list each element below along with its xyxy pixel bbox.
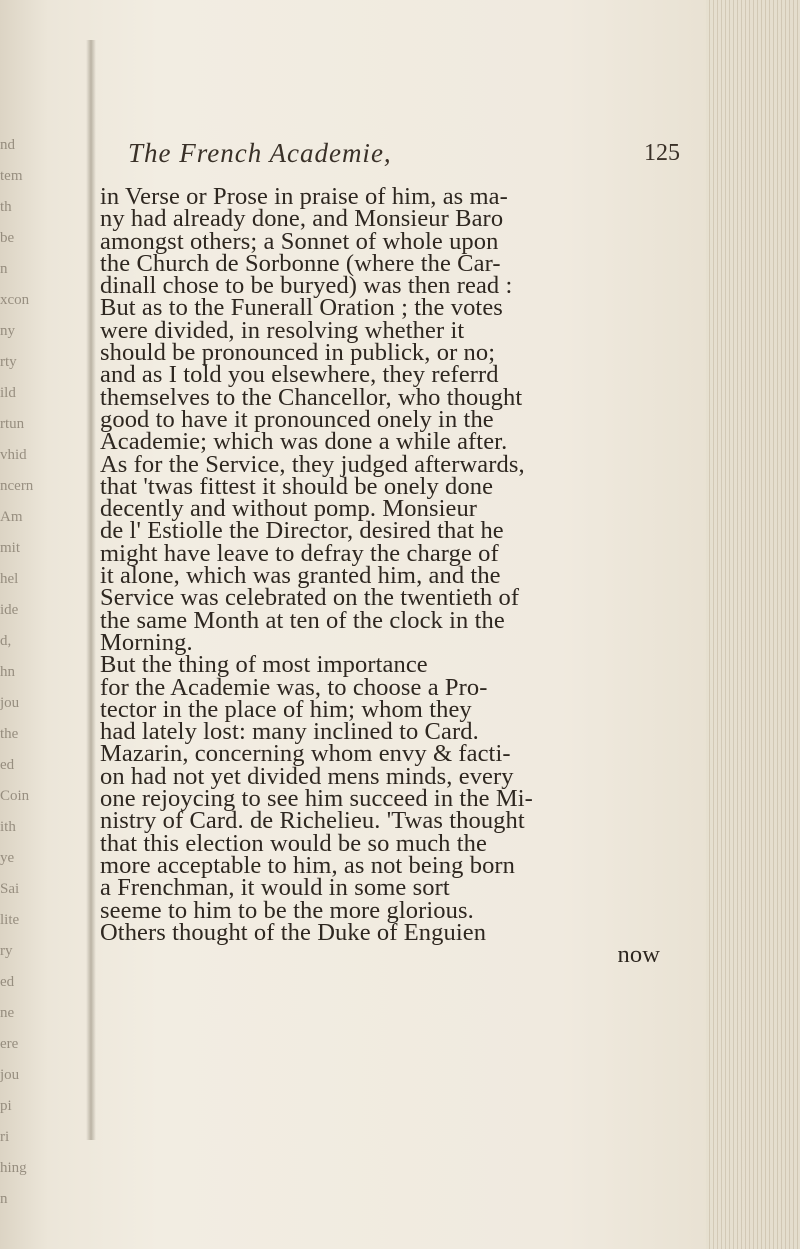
text-line: Service was celebrated on the twentieth of bbox=[100, 584, 520, 612]
bleed-fragment: Coin bbox=[0, 788, 30, 804]
text-line: Others thought of the Duke of Enguien bbox=[100, 918, 487, 946]
bleed-fragment: be bbox=[0, 230, 15, 246]
bleed-fragment: hing bbox=[0, 1160, 27, 1176]
text-line: good to have it pronounced onely in the bbox=[100, 405, 494, 433]
bleed-fragment: xcon bbox=[0, 292, 30, 308]
bleed-fragment: Am bbox=[0, 509, 23, 525]
text-line: on had not yet divided mens minds, every bbox=[100, 762, 514, 790]
bleed-fragment: hel bbox=[0, 571, 19, 587]
text-line: the Church de Sorbonne (where the Car- bbox=[100, 249, 501, 277]
page-edges bbox=[706, 0, 800, 1249]
bleed-fragment: pi bbox=[0, 1098, 12, 1114]
bleed-fragment: ed bbox=[0, 974, 15, 990]
text-line: But as to the Funerall Oration ; the votes bbox=[100, 294, 503, 322]
bleed-fragment: mit bbox=[0, 540, 21, 556]
text-line: for the Academie was, to choose a Pro- bbox=[100, 673, 488, 701]
text-line: one rejoycing to see him succeed in the Mi- bbox=[100, 785, 533, 813]
text-line: ny had already done, and Monsieur Baro bbox=[100, 205, 504, 233]
text-line: As for the Service, they judged afterwards, bbox=[100, 450, 525, 478]
text-line: in Verse or Prose in praise of him, as ma- bbox=[100, 183, 508, 210]
text-line: that this election would be so much the bbox=[100, 829, 487, 857]
text-line: it alone, which was granted him, and the bbox=[100, 562, 501, 590]
bleed-fragment: ne bbox=[0, 1005, 15, 1021]
bleed-fragment: n bbox=[0, 1191, 8, 1207]
text-line: nistry of Card. de Richelieu. 'Twas thought bbox=[100, 807, 525, 835]
bleed-fragment: Sai bbox=[0, 881, 20, 897]
body-text bbox=[100, 183, 700, 969]
bleed-fragment: ncern bbox=[0, 478, 34, 494]
page-header bbox=[120, 138, 680, 174]
bleed-fragment: ry bbox=[0, 943, 13, 959]
bleed-fragment: n bbox=[0, 261, 8, 277]
bleed-fragment: th bbox=[0, 199, 12, 215]
bleed-fragment: ny bbox=[0, 323, 15, 339]
text-line: dinall chose to be buryed) was then read : bbox=[100, 272, 513, 300]
page-gutter-shadow bbox=[86, 40, 96, 1140]
text-line: tector in the place of him; whom they bbox=[100, 695, 472, 723]
bleed-fragment: ide bbox=[0, 602, 19, 618]
text-line: were divided, in resolving whether it bbox=[100, 316, 465, 344]
text-line: might have leave to defray the charge of bbox=[100, 539, 499, 567]
text-line: had lately lost: many inclined to Card. bbox=[100, 718, 479, 746]
text-line: more acceptable to him, as not being born bbox=[100, 851, 516, 879]
bleed-fragment: ye bbox=[0, 850, 15, 866]
text-line: But the thing of most importance bbox=[100, 651, 428, 679]
text-line: themselves to the Chancellor, who thought bbox=[100, 383, 523, 411]
bleed-fragment: ild bbox=[0, 385, 16, 401]
text-line: should be pronounced in publick, or no; bbox=[100, 339, 496, 367]
text-line: seeme to him to be the more glorious. bbox=[100, 896, 474, 924]
bleed-fragment: ri bbox=[0, 1129, 10, 1145]
bleed-fragment: ith bbox=[0, 819, 16, 835]
text-line: that 'twas fittest it should be onely done bbox=[100, 472, 494, 500]
bleed-fragment: the bbox=[0, 726, 19, 742]
text-line: now bbox=[617, 941, 660, 969]
bleed-fragment: jou bbox=[0, 1067, 20, 1083]
bleed-fragment: ere bbox=[0, 1036, 19, 1052]
text-line: decently and without pomp. Monsieur bbox=[100, 495, 478, 523]
bleed-fragment: jou bbox=[0, 695, 20, 711]
bleed-fragment: rtun bbox=[0, 416, 25, 432]
text-line: the same Month at ten of the clock in the bbox=[100, 606, 505, 634]
text-line: Mazarin, concerning whom envy & facti- bbox=[100, 740, 511, 768]
bleed-fragment: d, bbox=[0, 633, 12, 649]
text-line: and as I told you elsewhere, they referrd bbox=[100, 361, 499, 389]
bleed-fragment: tem bbox=[0, 168, 23, 184]
bleed-fragment: vhid bbox=[0, 447, 27, 463]
text-line: amongst others; a Sonnet of whole upon bbox=[100, 227, 499, 255]
text-line: de l' Estiolle the Director, desired that he bbox=[100, 517, 504, 545]
page-number: 125 bbox=[644, 140, 680, 166]
bleed-fragment: hn bbox=[0, 664, 15, 680]
text-line: a Frenchman, it would in some sort bbox=[100, 874, 450, 902]
bleed-fragment: lite bbox=[0, 912, 20, 928]
bleed-fragment: nd bbox=[0, 137, 15, 153]
bleed-fragment: ed bbox=[0, 757, 15, 773]
text-line: Morning. bbox=[100, 628, 193, 656]
running-title: The French Academie, bbox=[128, 138, 392, 168]
facing-page-bleed bbox=[0, 130, 60, 1207]
text-line: Academie; which was done a while after. bbox=[100, 428, 508, 456]
bleed-fragment: rty bbox=[0, 354, 17, 370]
